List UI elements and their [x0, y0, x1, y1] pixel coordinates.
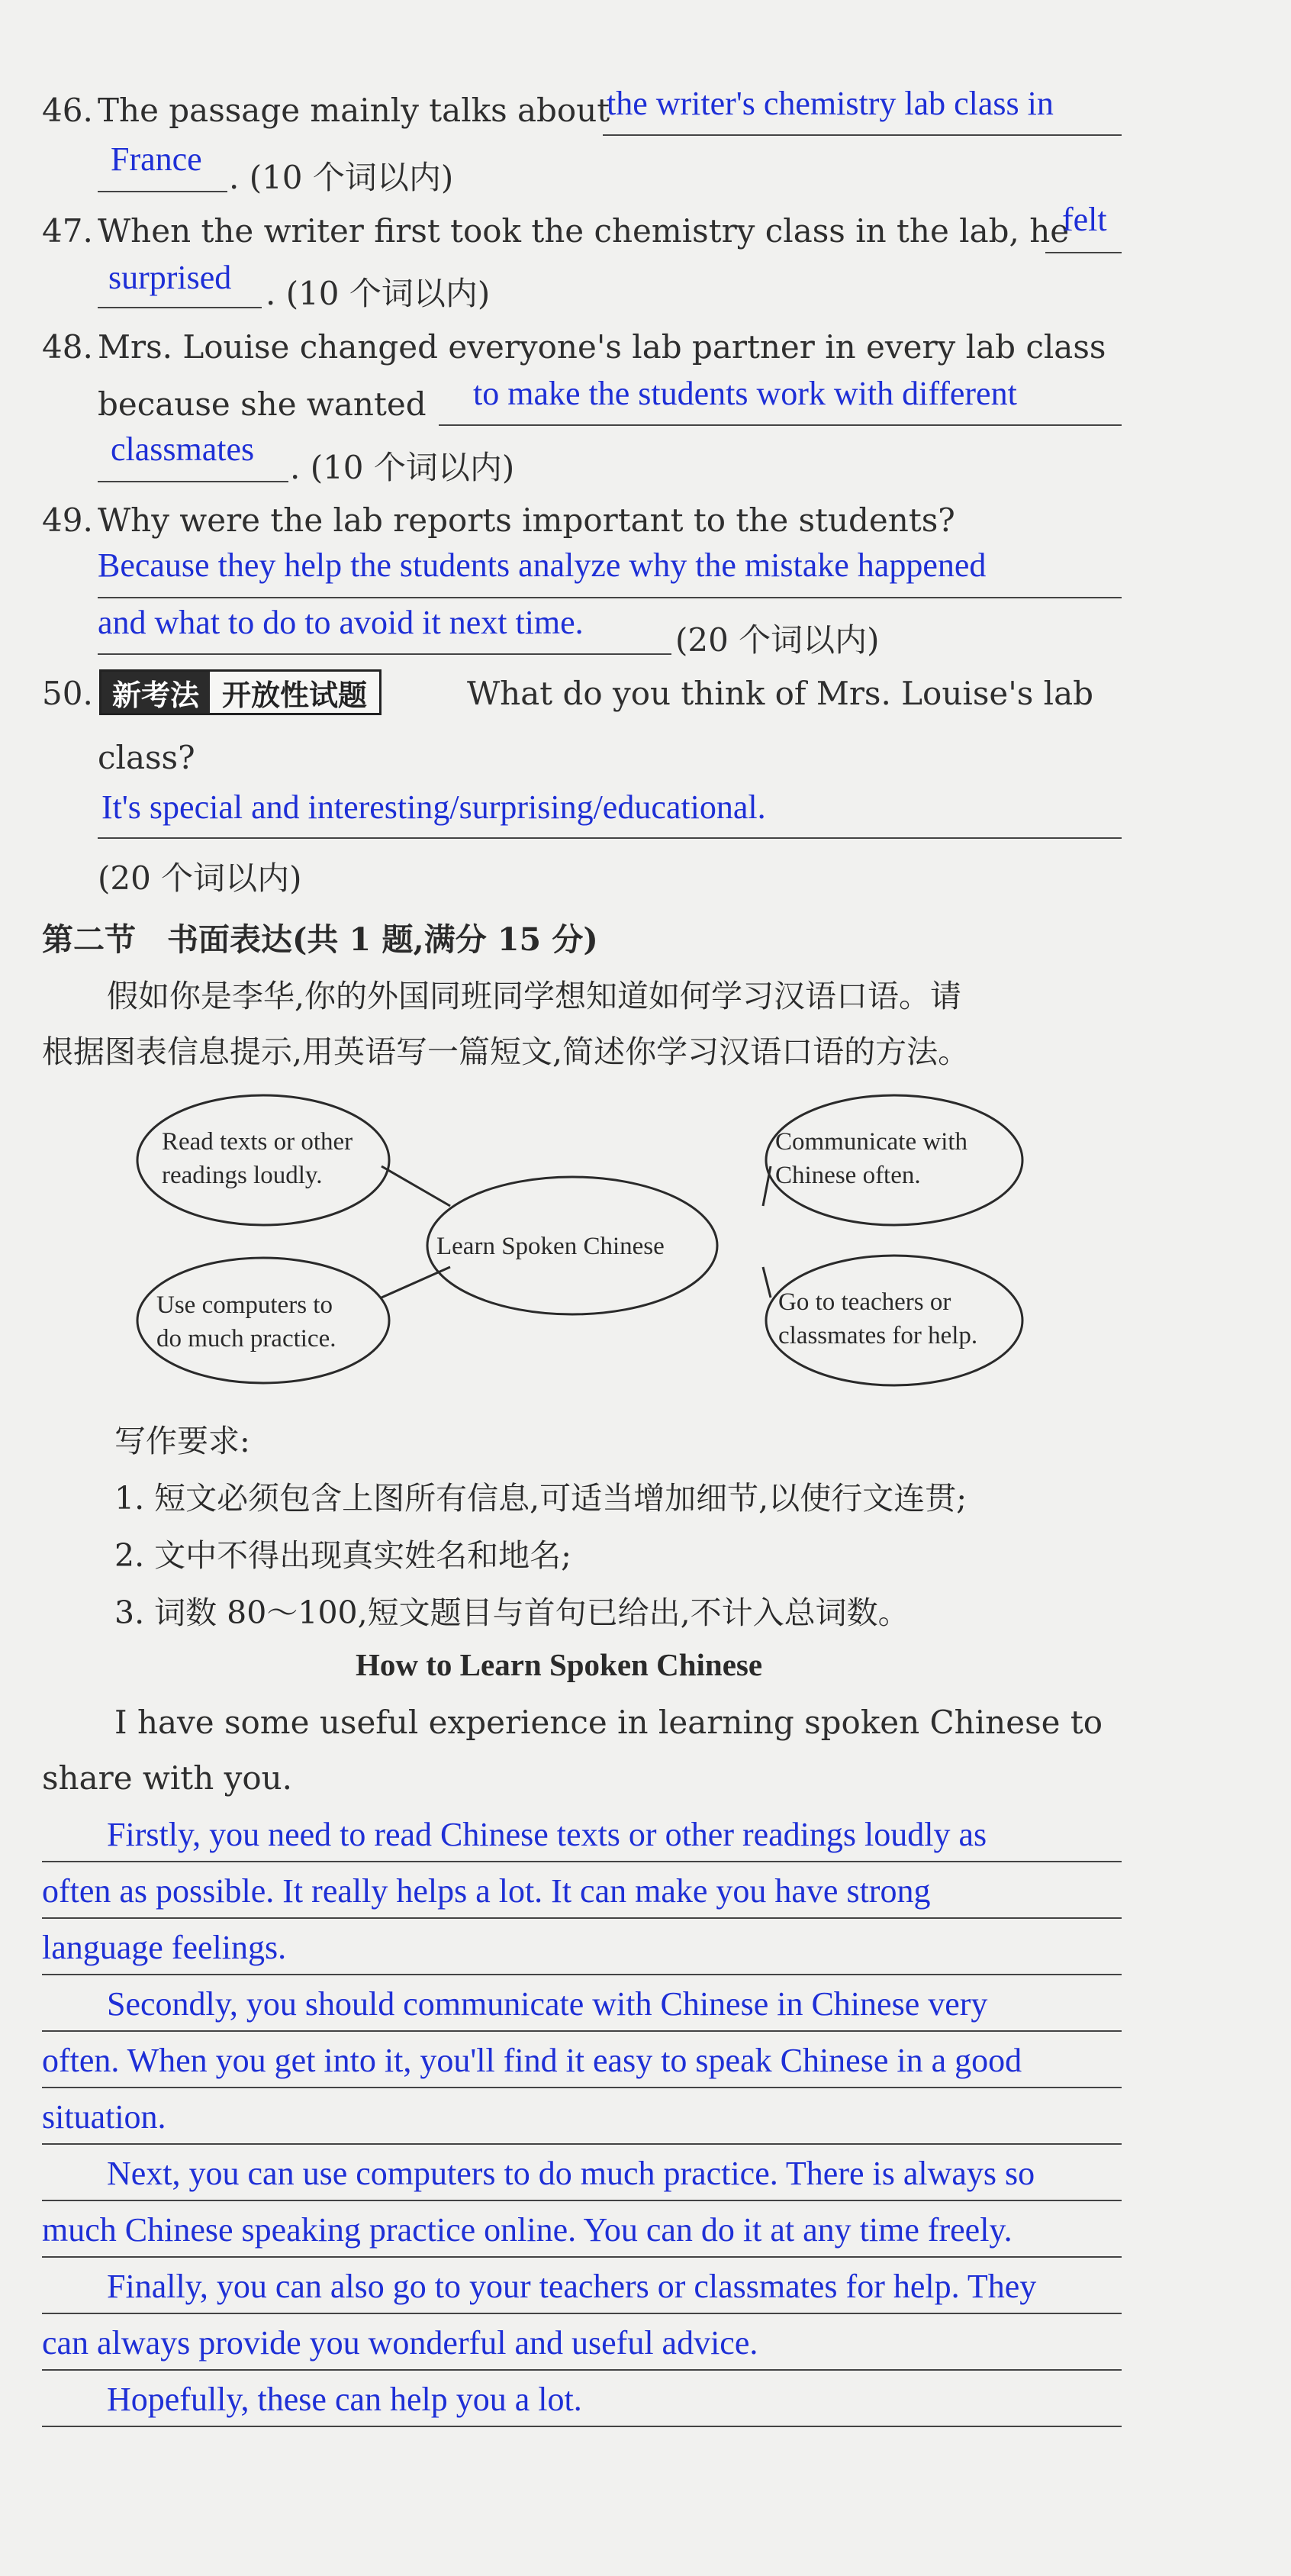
q50-word-limit: (20 个词以内): [98, 859, 302, 897]
requirement-item-2: 2. 文中不得出现真实姓名和地名;: [114, 1537, 571, 1574]
essay-underline: [42, 1861, 1122, 1862]
node-top-left-ellipse: [137, 1095, 389, 1225]
q46-question-text: The passage mainly talks about: [98, 92, 610, 129]
q49-answer-line2[interactable]: and what to do to avoid it next time.: [98, 604, 584, 641]
node-bottom-left-text2: do much practice.: [156, 1325, 336, 1352]
q46-word-limit: . (10 个词以内): [229, 159, 454, 196]
node-top-left-text2: readings loudly.: [162, 1162, 323, 1189]
node-top-left-text1: Read texts or other: [162, 1128, 353, 1156]
essay-line[interactable]: Finally, you can also go to your teachers or classmates for help. They: [107, 2268, 1037, 2305]
node-center-text: Learn Spoken Chinese: [436, 1233, 665, 1260]
section-intro-line1: 假如你是李华,你的外国同班同学想知道如何学习汉语口语。请: [107, 978, 962, 1014]
q50-number: 50.: [42, 675, 93, 712]
q48-answer-line2[interactable]: classmates: [111, 430, 255, 468]
q50-answer[interactable]: It's special and interesting/surprising/educational.: [101, 788, 766, 826]
q49-number: 49.: [42, 501, 93, 539]
essay-underline: [42, 2087, 1122, 2088]
essay-line[interactable]: situation.: [42, 2098, 166, 2136]
node-bottom-right-text1: Go to teachers or: [778, 1288, 951, 1316]
essay-line[interactable]: much Chinese speaking practice online. You can do it at any time freely.: [42, 2211, 1013, 2249]
q49-answer-line1[interactable]: Because they help the students analyze why the mistake happened: [98, 546, 987, 584]
essay-underline: [42, 2313, 1122, 2314]
essay-underline: [42, 1917, 1122, 1919]
essay-underline: [42, 2030, 1122, 2032]
essay-line[interactable]: Next, you can use computers to do much practice. There is always so: [107, 2155, 1035, 2192]
section-heading: 第二节 书面表达(共 1 题,满分 15 分): [42, 921, 598, 958]
essay-line[interactable]: language feelings.: [42, 1929, 287, 1966]
q47-answer-line2[interactable]: surprised: [108, 259, 232, 296]
q46-number: 46.: [42, 92, 93, 129]
node-top-right-ellipse: [766, 1095, 1022, 1225]
q48-answer-line1[interactable]: to make the students work with different: [473, 375, 1017, 412]
q48-question-text-line1: Mrs. Louise changed everyone's lab partner in every lab class: [98, 328, 1106, 366]
q47-word-limit: . (10 个词以内): [266, 275, 491, 312]
q47-question-text: When the writer first took the chemistry class in the lab, he: [98, 212, 1070, 250]
essay-line[interactable]: often. When you get into it, you'll find it easy to speak Chinese in a good: [42, 2042, 1022, 2079]
node-bottom-left-ellipse: [137, 1258, 389, 1383]
essay-first-line2: share with you.: [42, 1759, 293, 1797]
essay-underline: [42, 2369, 1122, 2371]
node-top-right-text1: Communicate with: [775, 1128, 968, 1156]
q49-question-text: Why were the lab reports important to the students?: [98, 501, 955, 539]
essay-first-line1: I have some useful experience in learning spoken Chinese to: [114, 1704, 1103, 1741]
node-top-right-text2: Chinese often.: [775, 1162, 921, 1189]
essay-underline: [42, 2426, 1122, 2427]
essay-underline: [42, 2200, 1122, 2201]
q49-word-limit: (20 个词以内): [675, 621, 880, 659]
requirement-item-3: 3. 词数 80～100,短文题目与首句已给出,不计入总词数。: [114, 1594, 909, 1631]
connector-line: [763, 1267, 771, 1298]
essay-line[interactable]: Secondly, you should communicate with Chinese in Chinese very: [107, 1985, 988, 2023]
q46-answer-line1[interactable]: the writer's chemistry lab class in: [607, 85, 1054, 122]
connector-line: [382, 1267, 450, 1298]
requirements-label: 写作要求:: [114, 1423, 250, 1459]
essay-line[interactable]: can always provide you wonderful and useful advice.: [42, 2324, 758, 2362]
essay-underline: [42, 1974, 1122, 1975]
node-bottom-left-text1: Use computers to: [156, 1291, 333, 1319]
q46-answer-line2[interactable]: France: [111, 140, 202, 178]
q48-word-limit: . (10 个词以内): [290, 449, 515, 486]
requirement-item-1: 1. 短文必须包含上图所有信息,可适当增加细节,以使行文连贯;: [114, 1480, 967, 1517]
essay-underline: [42, 2256, 1122, 2258]
essay-line[interactable]: Firstly, you need to read Chinese texts or other readings loudly as: [107, 1816, 987, 1853]
essay-line[interactable]: often as possible. It really helps a lot. It can make you have strong: [42, 1872, 931, 1910]
badge-new-method: 新考法: [101, 672, 210, 713]
node-bottom-right-ellipse: [766, 1256, 1022, 1385]
q50-question-text-line2: class?: [98, 739, 195, 776]
q48-number: 48.: [42, 328, 93, 366]
q48-question-text-line2: because she wanted: [98, 385, 427, 423]
q47-number: 47.: [42, 212, 93, 250]
essay-line[interactable]: Hopefully, these can help you a lot.: [107, 2381, 582, 2418]
badge-open-question: 开放性试题: [210, 672, 379, 713]
essay-title: How to Learn Spoken Chinese: [356, 1647, 763, 1682]
q50-question-text-line1: What do you think of Mrs. Louise's lab: [467, 675, 1094, 712]
essay-underline: [42, 2143, 1122, 2145]
q47-answer-line1[interactable]: felt: [1062, 201, 1107, 238]
node-bottom-right-text2: classmates for help.: [778, 1322, 978, 1349]
section-intro-line2: 根据图表信息提示,用英语写一篇短文,简述你学习汉语口语的方法。: [42, 1033, 970, 1070]
connector-line: [382, 1166, 450, 1206]
